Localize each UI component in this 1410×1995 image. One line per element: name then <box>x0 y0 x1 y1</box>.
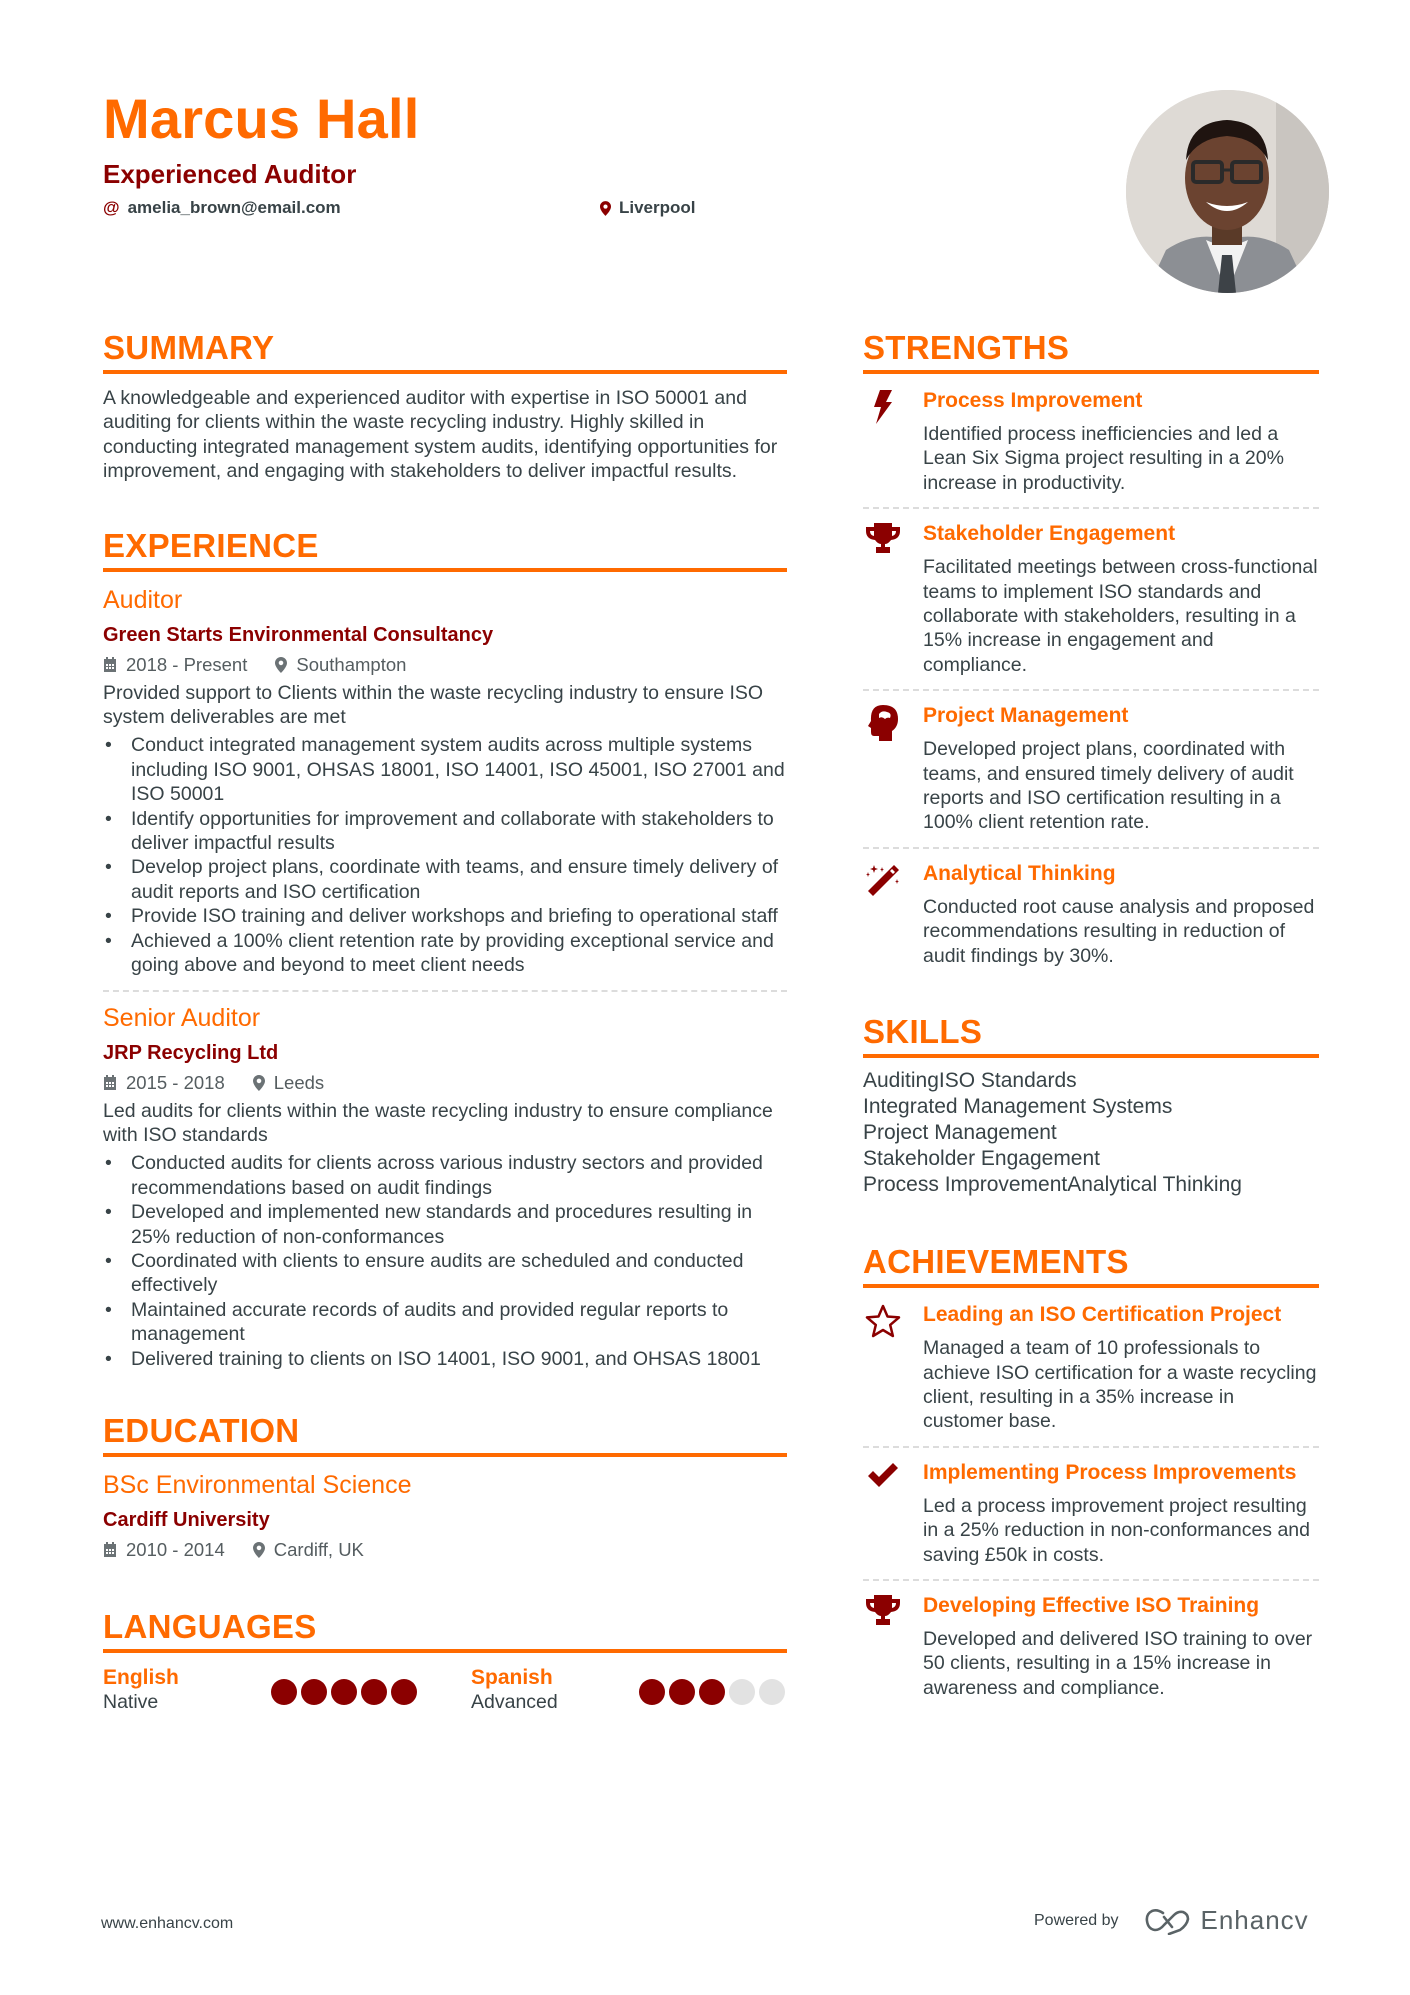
calendar-icon <box>103 1075 117 1091</box>
skill-line: Integrated Management Systems <box>863 1095 1173 1119</box>
trophy-icon <box>865 523 901 559</box>
job-description: Provided support to Clients within the waste recycling industry to ensure ISO system deliverables are met <box>103 681 764 729</box>
skill-line: Stakeholder Engagement <box>863 1147 1100 1171</box>
job-dates: 2018 - Present <box>103 652 247 678</box>
strength-item <box>863 859 1319 968</box>
company-name: JRP Recycling Ltd <box>103 1041 279 1064</box>
rating-dot-empty <box>729 1679 755 1705</box>
experience-entry <box>103 584 787 978</box>
education-location: Cardiff, UK <box>253 1537 364 1563</box>
experience-section <box>103 526 787 1371</box>
achievement-title: Leading an ISO Certification Project <box>923 1303 1282 1327</box>
contact-email[interactable] <box>103 198 341 218</box>
trophy-icon <box>865 1595 901 1631</box>
strength-description: Identified process inefficiencies and led a Lean Six Sigma project resulting in a 20% increase in productivity. <box>923 423 1284 494</box>
language-level: Native <box>103 1690 159 1713</box>
strength-title: Stakeholder Engagement <box>923 522 1176 546</box>
enhancv-logo-icon <box>1145 1907 1191 1935</box>
email-text: amelia_brown@email.com <box>127 198 341 217</box>
rating-dot-filled <box>699 1679 725 1705</box>
bullet-item: • Developed and implemented new standards and procedures resulting in 25% reduction of non-conformances <box>103 1200 787 1249</box>
experience-entry <box>103 1002 787 1371</box>
strength-item <box>863 701 1319 835</box>
checkmark-icon <box>865 1462 901 1498</box>
skills-section <box>863 1012 1319 1198</box>
item-divider <box>863 1579 1319 1581</box>
bullet-item: • Achieved a 100% client retention rate by providing exceptional service and going above and beyond to meet client needs <box>103 929 787 978</box>
rating-dot-filled <box>271 1679 297 1705</box>
achievement-item <box>863 1591 1319 1700</box>
language-rating-english <box>271 1679 417 1705</box>
job-title: Senior Auditor <box>103 1003 261 1032</box>
strength-description: Developed project plans, coordinated with teams, and ensured timely delivery of audit reports and ISO certification resulting in a 100% client retention rate. <box>923 738 1294 834</box>
achievement-title: Implementing Process Improvements <box>923 1460 1297 1484</box>
strengths-section <box>863 328 1319 968</box>
skill-line: Process ImprovementAnalytical Thinking <box>863 1173 1242 1197</box>
language-name: English <box>103 1665 179 1689</box>
education-dates: 2010 - 2014 <box>103 1537 225 1563</box>
strength-title: Process Improvement <box>923 389 1143 412</box>
education-section <box>103 1411 787 1563</box>
job-location: Leeds <box>253 1070 324 1096</box>
item-divider <box>863 689 1319 691</box>
bullet-item: • Maintained accurate records of audits and provided regular reports to management <box>103 1298 787 1347</box>
bullet-item: • Conducted audits for clients across various industry sectors and provided recommendations based on audit findings <box>103 1151 787 1200</box>
contact-info <box>103 198 1003 222</box>
bullet-item: • Provide ISO training and deliver workshops and briefing to operational staff <box>103 904 787 928</box>
language-level: Advanced <box>471 1690 558 1713</box>
candidate-name: Marcus Hall <box>103 87 420 150</box>
skills-list <box>863 1068 1319 1198</box>
resume-header <box>103 86 1003 222</box>
item-divider <box>863 847 1319 849</box>
lightning-bolt-icon <box>865 390 901 426</box>
section-divider <box>103 370 787 374</box>
section-title-experience: EXPERIENCE <box>103 526 319 564</box>
strength-description: Facilitated meetings between cross-functional teams to implement ISO standards and collaborate with stakeholders, resulting in a 15% increase in engagement and compliance. <box>923 556 1318 676</box>
rating-dot-filled <box>669 1679 695 1705</box>
languages-list <box>103 1665 787 1717</box>
job-location: Southampton <box>275 652 406 678</box>
achievement-description: Led a process improvement project resulting in a 25% reduction in non-conformances and saving £50k in costs. <box>923 1494 1310 1566</box>
enhancv-logo <box>1145 1905 1309 1936</box>
section-divider <box>103 568 787 572</box>
job-meta <box>103 652 787 678</box>
rating-dot-filled <box>391 1679 417 1705</box>
job-bullets <box>103 1151 787 1371</box>
footer-powered-by[interactable] <box>1034 1905 1309 1936</box>
footer-website-link[interactable]: www.enhancv.com <box>101 1915 234 1932</box>
strength-item <box>863 519 1319 677</box>
strength-title: Analytical Thinking <box>923 861 1116 885</box>
section-title-languages: LANGUAGES <box>103 1607 317 1645</box>
job-meta <box>103 1070 787 1096</box>
section-title-achievements: ACHIEVEMENTS <box>863 1243 1129 1281</box>
section-divider <box>863 1284 1319 1288</box>
section-title-strengths: STRENGTHS <box>863 329 1070 366</box>
language-rating-spanish <box>639 1679 785 1705</box>
rating-dot-filled <box>301 1679 327 1705</box>
candidate-title: Experienced Auditor <box>103 159 357 189</box>
language-english <box>103 1665 179 1715</box>
section-divider <box>103 1649 787 1653</box>
job-description: Led audits for clients within the waste recycling industry to ensure compliance with ISO standards <box>103 1099 773 1146</box>
rating-dot-filled <box>331 1679 357 1705</box>
section-title-education: EDUCATION <box>103 1411 300 1449</box>
map-pin-icon <box>253 1075 265 1091</box>
map-pin-icon <box>600 201 611 216</box>
achievement-item <box>863 1458 1319 1567</box>
map-pin-icon <box>275 657 287 673</box>
calendar-icon <box>103 657 117 673</box>
achievements-section <box>863 1242 1319 1700</box>
item-divider <box>863 1446 1319 1448</box>
strength-description: Conducted root cause analysis and proposed recommendations resulting in reduction of audit findings by 30%. <box>923 895 1315 967</box>
right-column <box>863 328 1319 1700</box>
rating-dot-filled <box>361 1679 387 1705</box>
rating-dot-filled <box>639 1679 665 1705</box>
strength-item <box>863 386 1319 495</box>
school-name: Cardiff University <box>103 1508 270 1531</box>
achievement-description: Managed a team of 10 professionals to achieve ISO certification for a waste recycling client, resulting in a 35% increase in customer base. <box>923 1337 1317 1433</box>
profile-photo <box>1126 90 1329 293</box>
section-divider <box>103 1453 787 1457</box>
rating-dot-empty <box>759 1679 785 1705</box>
section-divider <box>863 370 1319 374</box>
brain-head-icon <box>865 705 901 741</box>
achievement-description: Developed and delivered ISO training to over 50 clients, resulting in a 15% increase in awareness and compliance. <box>923 1627 1313 1699</box>
at-icon: @ <box>103 198 120 217</box>
bullet-item: • Identify opportunities for improvement and collaborate with stakeholders to deliver impactful results <box>103 807 787 856</box>
achievement-item <box>863 1300 1319 1434</box>
section-title-summary: SUMMARY <box>103 329 275 366</box>
achievement-title: Developing Effective ISO Training <box>923 1593 1260 1617</box>
strength-title: Project Management <box>923 704 1129 728</box>
section-title-skills: SKILLS <box>863 1013 983 1051</box>
map-pin-icon <box>253 1542 265 1558</box>
language-spanish <box>471 1665 558 1715</box>
job-title: Auditor <box>103 585 183 614</box>
bullet-item: • Delivered training to clients on ISO 14001, ISO 9001, and OHSAS 18001 <box>103 1347 787 1371</box>
skill-line: AuditingISO Standards <box>863 1069 1077 1093</box>
star-outline-icon <box>865 1304 901 1340</box>
item-divider <box>863 507 1319 509</box>
brand-name: Enhancv <box>1200 1905 1309 1935</box>
job-bullets <box>103 733 787 977</box>
section-divider <box>863 1054 1319 1058</box>
left-column <box>103 328 787 1717</box>
job-dates: 2015 - 2018 <box>103 1070 225 1096</box>
language-name: Spanish <box>471 1665 553 1689</box>
location-text: Liverpool <box>619 198 696 217</box>
summary-text: A knowledgeable and experienced auditor with expertise in ISO 50001 and auditing for clients within the waste recycling industry. Highly skilled in conducting integrated management system audits, identifying opportunities for improvement, and engaging with stakeholders to deliver impactful results. <box>103 387 778 483</box>
skill-line: Project Management <box>863 1121 1057 1145</box>
entry-divider <box>103 990 787 992</box>
person-portrait-icon <box>1126 90 1329 293</box>
company-name: Green Starts Environmental Consultancy <box>103 623 494 646</box>
languages-section <box>103 1607 787 1717</box>
powered-by-label: Powered by <box>1034 1911 1119 1929</box>
magic-wand-icon <box>865 863 901 899</box>
degree-title: BSc Environmental Science <box>103 1470 412 1499</box>
bullet-item: • Develop project plans, coordinate with teams, and ensure timely delivery of audit reports and ISO certification <box>103 855 787 904</box>
contact-location <box>600 198 696 218</box>
education-meta <box>103 1537 787 1563</box>
calendar-icon <box>103 1542 117 1558</box>
summary-section <box>103 328 787 484</box>
bullet-item: • Conduct integrated management system audits across multiple systems including ISO 9001, OHSAS 18001, ISO 14001, ISO 45001, ISO 27001 and ISO 50001 <box>103 733 787 806</box>
bullet-item: • Coordinated with clients to ensure audits are scheduled and conducted effectively <box>103 1249 787 1298</box>
